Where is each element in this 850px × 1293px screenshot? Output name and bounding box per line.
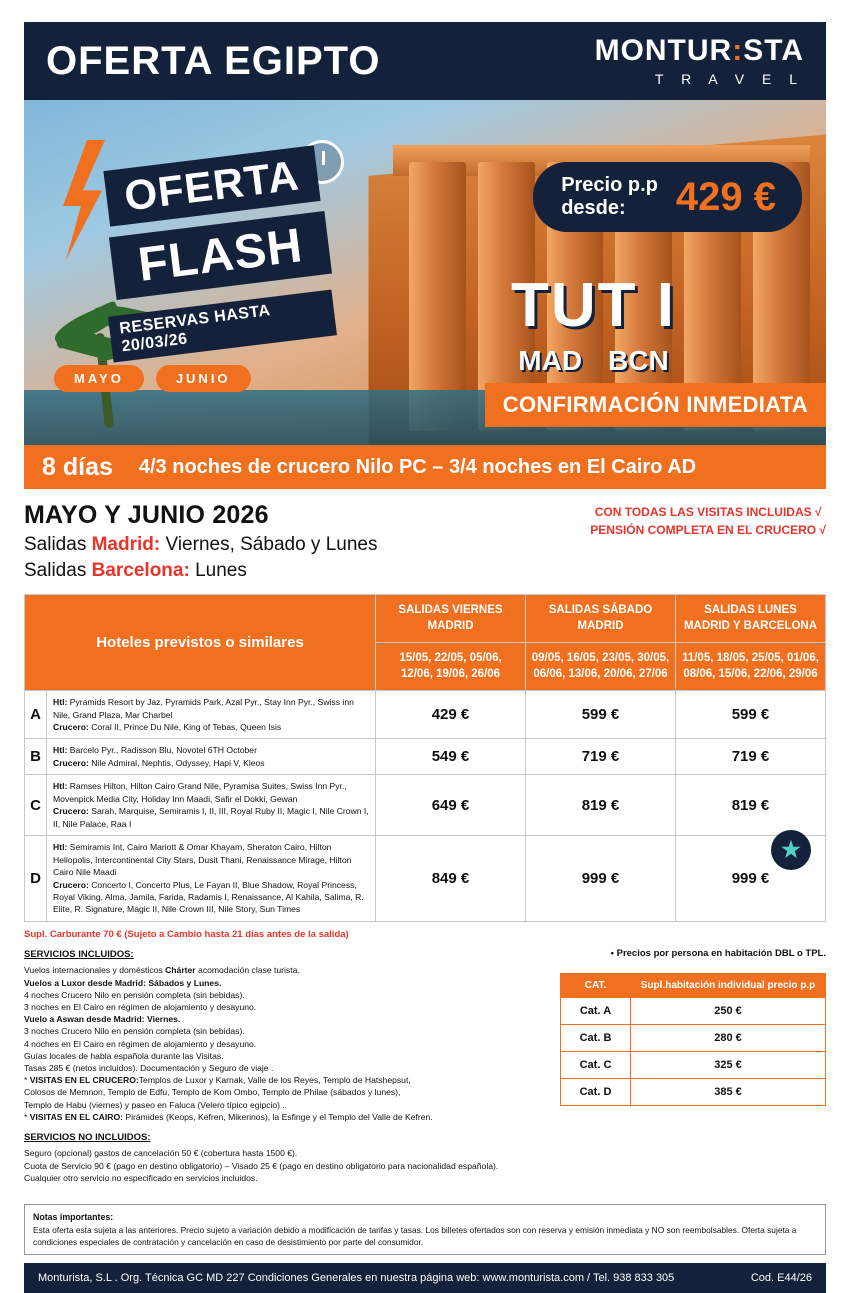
supplement-header-row [561, 973, 826, 997]
cruise-list: Concerto I, Concerto Plus, Le Fayan II, Blue Shadow, Royal Princess, Royal Viking, Alma, Jamila, Farida, Radamis I, Renaissance, Al Kahila, Salima, R. Elite, R. Signature, Magic II, Nile Crown III, Nile Story, Sun Times [53, 879, 364, 915]
product-code: TUT I [511, 271, 676, 340]
service-line: Colosos de Memnon, Templo de Edfu, Templo de Kom Ombo, Templo de Philae (sábados y lunes), [24, 1087, 401, 1098]
service-line: Tasas 285 € (netos incluidos). Documentación y Seguro de viaje . [24, 1062, 274, 1073]
fuel-supplement-note: Supl. Carburante 70 € (Sujeto a Cambio hasta 21 días antes de la salida) [24, 928, 349, 940]
services-included-list [24, 964, 544, 1123]
price-cell: 429 € [376, 691, 526, 739]
table-row [25, 775, 826, 836]
col-sabado-l1: SALIDAS SÁBADO [548, 604, 653, 616]
cruise-list: Sarah, Marquise, Semiramis I, II, III, Royal Ruby II, Magic I, Nile Crown I, II, Nile Palace, Raa I [53, 806, 369, 829]
month-badge-junio: JUNIO [156, 365, 251, 392]
brand-logo [595, 36, 804, 86]
cruise-label: Crucero: [53, 721, 89, 732]
cruise-label: Crucero: [53, 879, 89, 890]
brand-dot-icon: : [732, 34, 744, 67]
services-included-title: SERVICIOS INCLUIDOS: [24, 948, 134, 960]
table-row [561, 997, 826, 1024]
hotels-list: Pyramids Resort by Jaz, Pyramids Park, Azal Pyr., Stay Inn Pyr., Swiss inn Nile, Grand Plaza, Mar Charbel [53, 697, 354, 720]
brand-name-part2: STA [743, 34, 804, 67]
supplement-cat: Cat. C [561, 1051, 631, 1078]
service-line: * VISITAS EN EL CAIRO: Pirámides (Keops, Kefren, Mikerinos), la Esfinge y el Templo del Valle de Kefren. [24, 1111, 433, 1122]
highlights-note [590, 503, 826, 539]
services-not-included [24, 1131, 544, 1184]
col-lunes-l1: SALIDAS LUNES [704, 604, 797, 616]
supplement-price: 385 € [631, 1078, 826, 1105]
column-header-lunes [676, 595, 826, 643]
supplement-cat: Cat. D [561, 1078, 631, 1105]
hotels-label: Htl: [53, 842, 68, 853]
hotels-list: Semiramis Int, Cairo Mariott & Omar Khayam, Sheraton Cairo, Hilton Heliopolis, Intercontinental City Stars, Dusit Thani, Renaissance Mirage, Hilton Cairo Nile Maadi [53, 842, 352, 878]
page-title: OFERTA EGIPTO [46, 38, 381, 83]
price-label-line1: Precio p.p [561, 174, 658, 196]
hotels-list: Barcelo Pyr., Radisson Blu, Novotel 6TH October [67, 745, 257, 756]
col-sabado-l2: MADRID [577, 619, 624, 632]
price-cell: 819 € [676, 775, 826, 836]
brand-name [595, 36, 804, 66]
service-line: Guías locales de habla española durante las Visitas. [24, 1050, 224, 1061]
departures-barcelona-prefix: Salidas [24, 560, 92, 581]
airport-code-mad: MAD [518, 345, 583, 376]
services-included [24, 948, 544, 1123]
dates-lunes-l1: 11/05, 18/05, 25/05, 01/06, [682, 652, 819, 665]
lower-section [24, 948, 826, 1192]
col-viernes-l1: SALIDAS VIERNES [398, 604, 503, 616]
hotels-cell [47, 691, 376, 739]
supplement-cat: Cat. B [561, 1024, 631, 1051]
brand-subtitle: T R A V E L [654, 71, 804, 87]
immediate-confirmation-badge: CONFIRMACIÓN INMEDIATA [485, 383, 826, 427]
single-room-supplement-table [560, 973, 826, 1106]
trip-description: 4/3 noches de crucero Nilo PC – 3/4 noches en El Cairo AD [138, 455, 697, 478]
important-notes-text: Esta oferta esta sujeta a las anteriores. Precio sujeto a variación debido a modificación de tarifas y tasas. Los billetes ofertados son con reserva y emisión inmediata y NO son reembolsables. Oferta sujeta a condiciones especiales de contratación y cancelación en caso de desistimiento por parte del consumidor. [33, 1224, 797, 1248]
reservation-deadline: RESERVAS HASTA 20/03/26 [108, 289, 337, 362]
service-line: 4 noches Crucero Nilo en pensión completa (sin bebidas). [24, 989, 245, 1000]
price-label-line2: desde: [561, 197, 626, 219]
price-label [561, 174, 658, 220]
price-cell: 719 € [676, 739, 826, 775]
hotels-label: Htl: [53, 781, 68, 792]
price-cell: 599 € [526, 691, 676, 739]
departures-madrid-city: Madrid: [91, 534, 161, 555]
cruise-label: Crucero: [53, 757, 89, 768]
flash-line-2: FLASH [109, 211, 332, 300]
airport-codes [511, 345, 676, 377]
service-line: Cuota de Servicio 90 € (pago en destino obligatorio) – Visado 25 € (pago en destino obligatorio para nacionalidad española). [24, 1160, 499, 1171]
hotels-label: Htl: [53, 745, 68, 756]
supplement-side-column [560, 948, 826, 1192]
service-line: Vuelo a Aswan desde Madrid: Viernes. [24, 1014, 181, 1025]
product-code-block [511, 270, 676, 377]
month-badge-mayo: MAYO [54, 365, 144, 392]
table-row [561, 1051, 826, 1078]
flash-offer-badge [50, 130, 335, 375]
footer-company-info: Monturista, S.L . Org. Técnica GC MD 227 Condiciones Generales en nuestra página web: www.monturista.com / Tel. 938 833 305 [38, 1272, 675, 1285]
dates-sabado-l1: 09/05, 16/05, 23/05, 30/05, [531, 652, 670, 665]
col-lunes-l2: MADRID Y BARCELONA [683, 619, 818, 632]
service-line: Seguro (opcional) gastos de cancelación 50 € (cobertura hasta 1500 €). [24, 1148, 298, 1159]
table-row [25, 739, 826, 775]
per-person-note: • Precios por persona en habitación DBL o TPL. [610, 947, 826, 959]
price-value-d3: 999 € [731, 870, 770, 887]
hotels-label: Htl: [53, 697, 68, 708]
service-line: Cualquier otro servicio no especificado en servicios incluidos. [24, 1172, 258, 1183]
service-line: 4 noches en El Cairo en régimen de alojamiento y desayuno. [24, 1038, 257, 1049]
departures-barcelona-days: Lunes [189, 560, 247, 581]
table-header-row [25, 595, 826, 643]
table-row [25, 691, 826, 739]
hotels-cell [47, 775, 376, 836]
star-icon: ★ [781, 837, 801, 863]
hotels-cell [47, 836, 376, 922]
column-header-sabado [526, 595, 676, 643]
services-not-included-list [24, 1147, 544, 1184]
season-title: MAYO Y JUNIO 2026 [24, 501, 269, 529]
services-block [24, 948, 544, 1192]
price-badge [533, 162, 802, 232]
supplement-col-cat: CAT. [561, 973, 631, 997]
table-row [561, 1078, 826, 1105]
dates-sabado-l2: 06/06, 13/06, 20/06, 27/06 [533, 667, 668, 680]
intro-section [24, 501, 826, 582]
supplement-cat: Cat. A [561, 997, 631, 1024]
service-line: * VISITAS EN EL CRUCERO:Templos de Luxor y Karnak, Valle de los Reyes, Templo de Hatshepsut, [24, 1075, 411, 1086]
price-table [24, 594, 826, 922]
hotels-header: Hoteles previstos o similares [25, 595, 376, 691]
footer-code: Cod. E44/26 [750, 1272, 812, 1285]
important-notes [24, 1204, 826, 1255]
price-cell: 999 € [526, 836, 676, 922]
hotels-list: Ramses Hilton, Hilton Cairo Grand Nile, Pyramisa Suites, Swiss Inn Pyr., Movenpick Media City, Holiday Inn Maadi, Safir el Dokki, Gewan [53, 781, 347, 804]
departures-barcelona [24, 560, 826, 582]
flash-line-1: OFERTA [103, 145, 320, 226]
brand-name-part1: MONTUR [594, 34, 733, 67]
dates-lunes-l2: 08/06, 15/06, 22/06, 29/06 [683, 667, 818, 680]
supplement-price: 280 € [631, 1024, 826, 1051]
airport-code-bcn: BCN [608, 345, 669, 376]
price-cell: 599 € [676, 691, 826, 739]
service-line: 3 noches Crucero Nilo en pensión completa (sin bebidas). [24, 1026, 245, 1037]
price-value: 429 € [675, 174, 776, 219]
column-dates-viernes [376, 643, 526, 691]
category-letter: D [25, 836, 47, 922]
important-notes-title: Notas importantes: [33, 1212, 114, 1223]
cruise-list: Coral II, Prince Du Nile, King of Tebas, Queen Isis [88, 721, 282, 732]
service-line: Vuelos a Luxor desde Madrid: Sábados y Lunes. [24, 977, 222, 988]
price-cell: 719 € [526, 739, 676, 775]
cruise-list: Nile Admiral, Nephtis, Odyssey, Hapi V, Kleos [88, 757, 265, 768]
dates-viernes-l1: 15/05, 22/05, 05/06, [399, 652, 502, 665]
price-cell: 549 € [376, 739, 526, 775]
duration-strip [24, 445, 826, 489]
highlight-fullboard: PENSIÓN COMPLETA EN EL CRUCERO √ [590, 523, 826, 537]
price-cell: 849 € [376, 836, 526, 922]
price-cell [676, 836, 826, 922]
table-row [25, 836, 826, 922]
service-line: Vuelos internacionales y domésticos Chárter acomodación clase turista. [24, 965, 300, 976]
supplement-price: 250 € [631, 997, 826, 1024]
quality-seal-icon [771, 830, 811, 870]
service-line: 3 noches en El Cairo en régimen de alojamiento y desayuno. [24, 1001, 257, 1012]
departures-barcelona-city: Barcelona: [91, 560, 190, 581]
dates-viernes-l2: 12/06, 19/06, 26/06 [400, 667, 501, 680]
trip-duration: 8 días [42, 452, 113, 481]
page-header [24, 22, 826, 100]
column-header-viernes [376, 595, 526, 643]
months-badges [54, 365, 251, 392]
category-letter: B [25, 739, 47, 775]
column-dates-sabado [526, 643, 676, 691]
supplement-price: 325 € [631, 1051, 826, 1078]
price-cell: 649 € [376, 775, 526, 836]
hotels-cell [47, 739, 376, 775]
supplement-col-price: Supl.habitación individual precio p.p [631, 973, 826, 997]
price-cell: 819 € [526, 775, 676, 836]
hero-banner [24, 100, 826, 445]
service-line: Templo de Habu (viernes) y paseo en Faluca (Velero típico egipcio) . [24, 1099, 285, 1110]
table-row [561, 1024, 826, 1051]
services-not-included-title: SERVICIOS NO INCLUIDOS: [24, 1131, 151, 1143]
departures-madrid-prefix: Salidas [24, 534, 92, 555]
highlight-visits: CON TODAS LAS VISITAS INCLUIDAS √ [594, 505, 822, 519]
cruise-label: Crucero: [53, 806, 89, 817]
col-viernes-l2: MADRID [427, 619, 474, 632]
category-letter: C [25, 775, 47, 836]
page-footer [24, 1263, 826, 1293]
category-letter: A [25, 691, 47, 739]
column-dates-lunes [676, 643, 826, 691]
departures-madrid-days: Viernes, Sábado y Lunes [160, 534, 378, 555]
